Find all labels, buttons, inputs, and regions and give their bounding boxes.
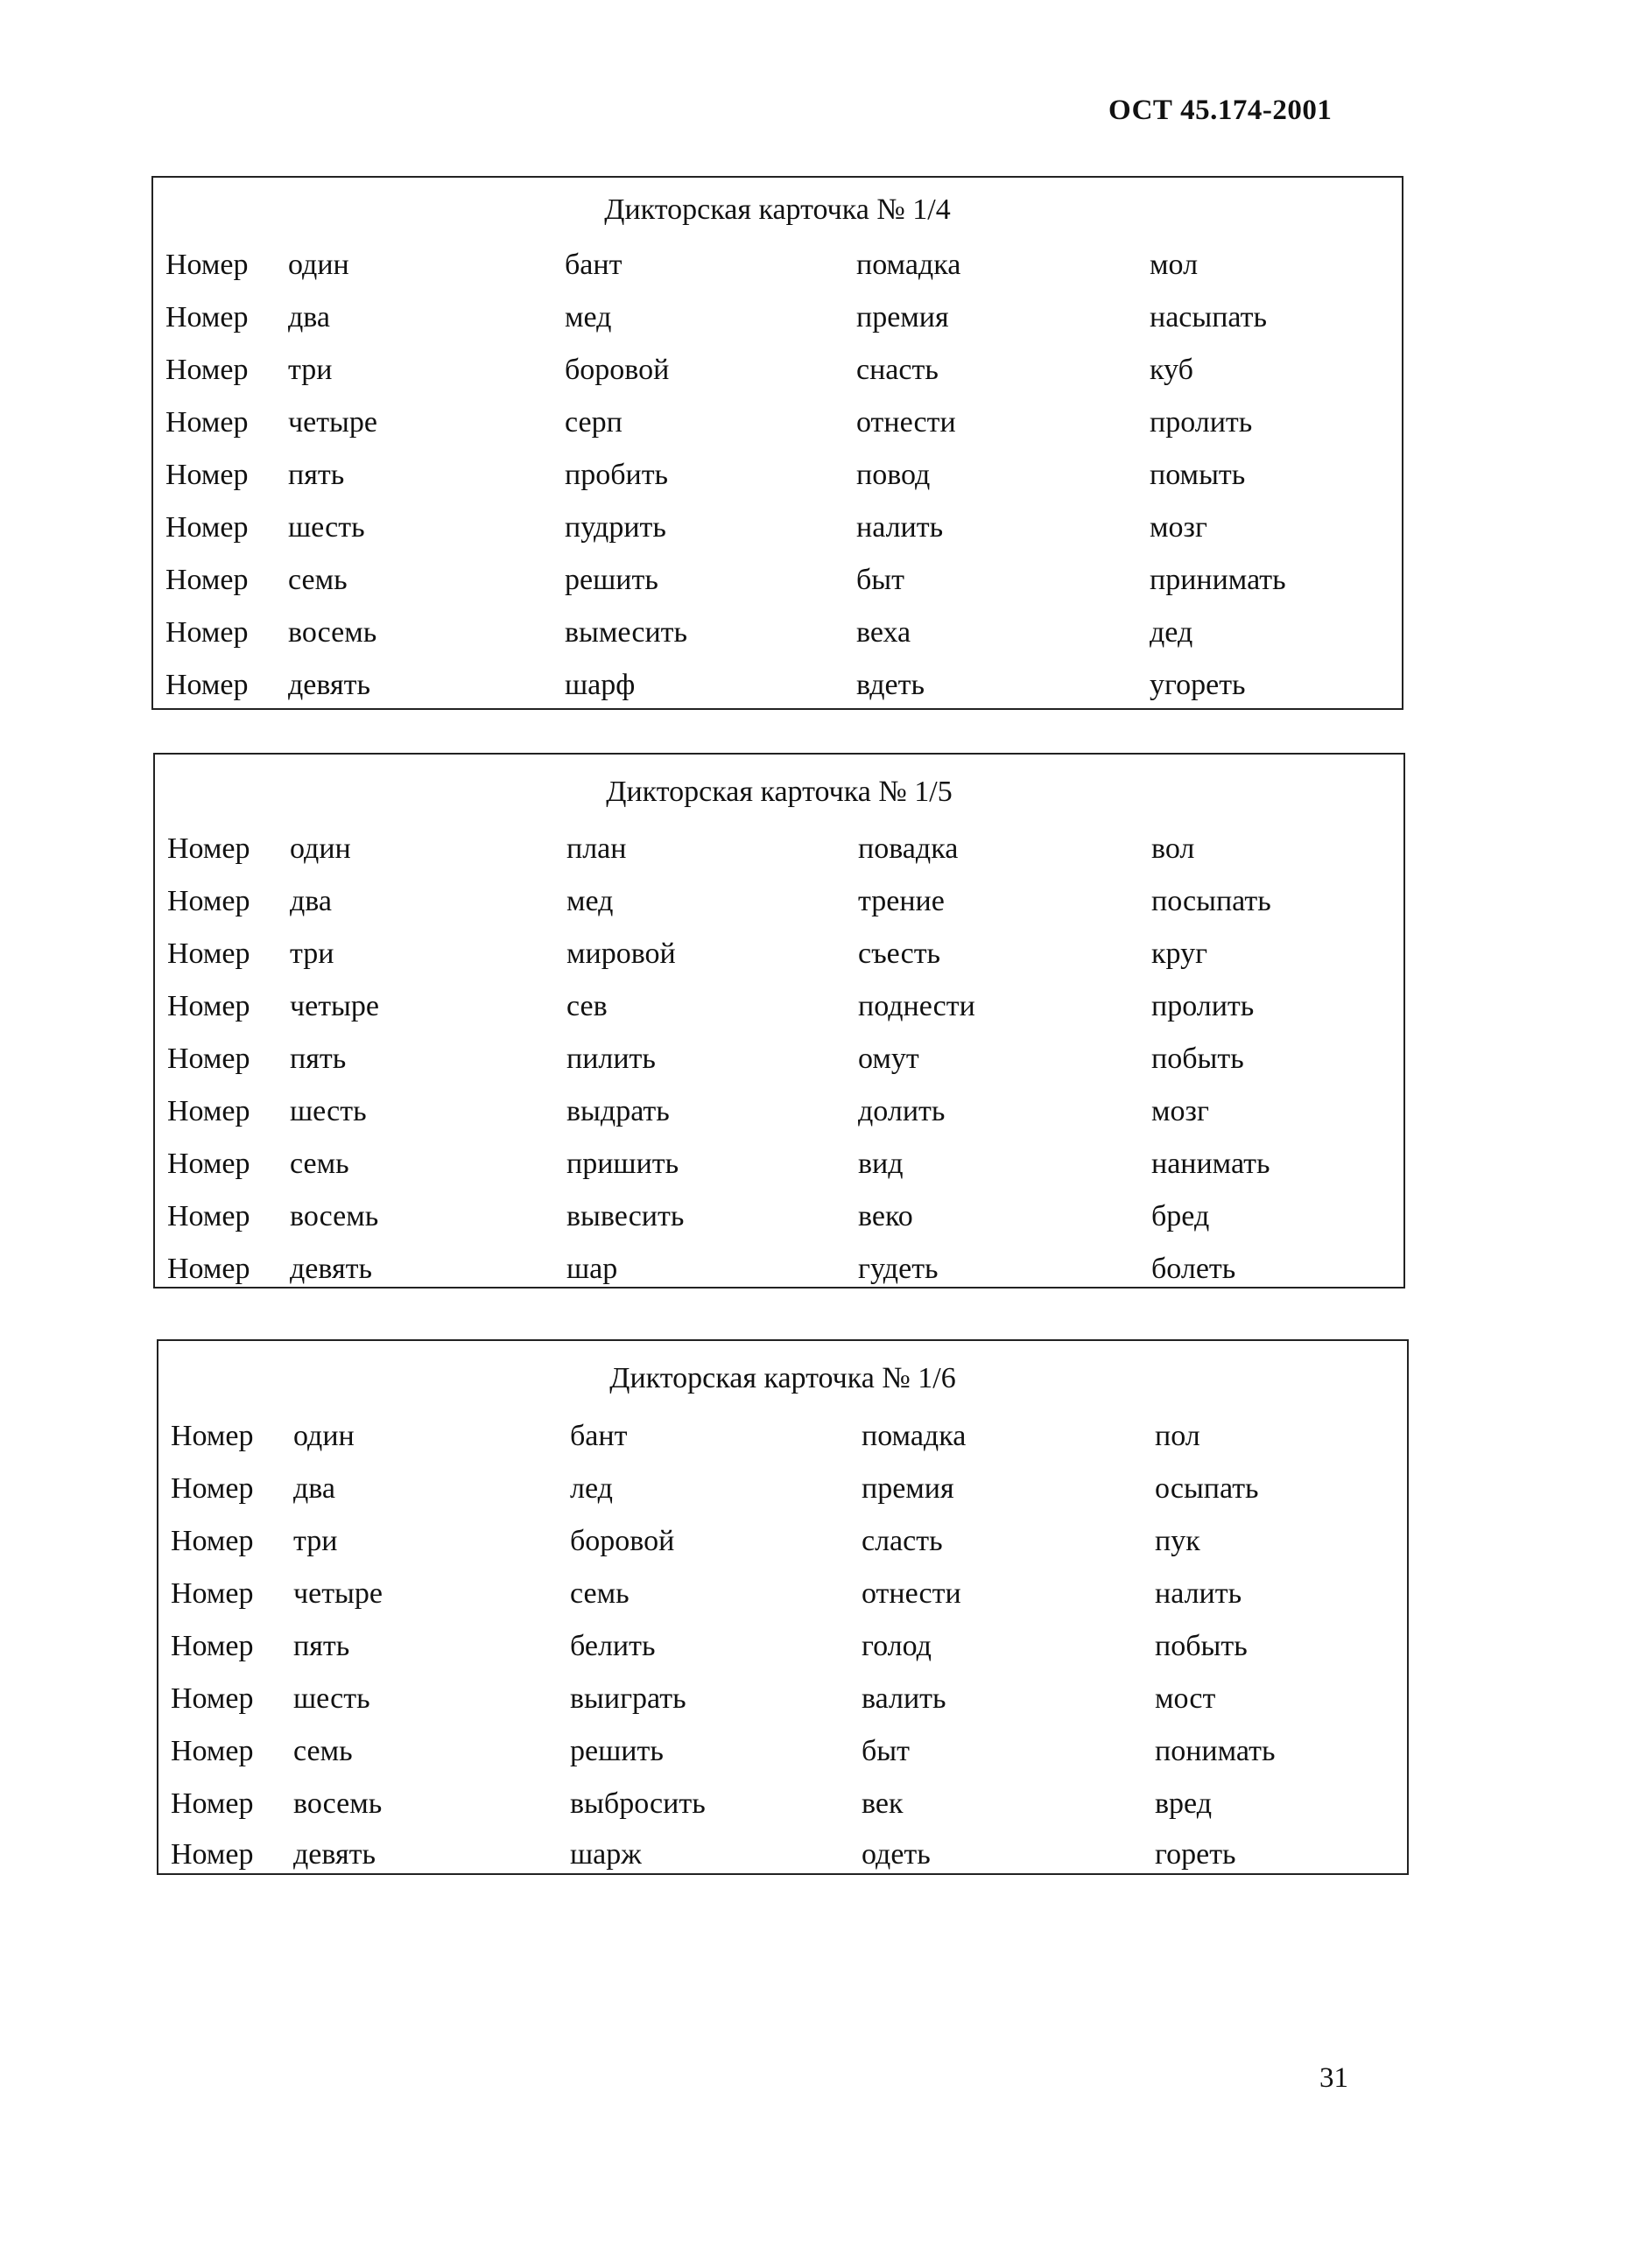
cell: пролить — [1151, 990, 1255, 1022]
cell: боровой — [565, 354, 670, 386]
cell: налить — [856, 511, 944, 544]
cell: Номер — [167, 832, 250, 865]
cell: премия — [862, 1472, 954, 1505]
cell: Номер — [165, 669, 249, 701]
cell: отнести — [856, 406, 956, 439]
cell: круг — [1151, 937, 1208, 970]
cell: Номер — [167, 1148, 250, 1180]
cell: Номер — [165, 459, 249, 491]
cell: Номер — [165, 249, 249, 281]
cell: сласть — [862, 1525, 943, 1557]
table-row — [158, 1525, 1407, 1577]
cell: Номер — [171, 1420, 254, 1452]
table-row — [155, 1148, 1403, 1200]
cell: куб — [1150, 354, 1193, 386]
cell: шарж — [570, 1838, 642, 1871]
cell: белить — [570, 1630, 656, 1662]
cell: два — [290, 885, 332, 917]
cell: веко — [858, 1200, 913, 1232]
cell: один — [290, 832, 351, 865]
cell: Номер — [167, 1043, 250, 1075]
cell: веха — [856, 616, 911, 649]
cell: шесть — [293, 1682, 370, 1715]
cell: нанимать — [1151, 1148, 1270, 1180]
cell: решить — [570, 1735, 664, 1767]
cell: бант — [570, 1420, 628, 1452]
cell: осыпать — [1155, 1472, 1259, 1505]
cell: дед — [1150, 616, 1193, 649]
cell: принимать — [1150, 564, 1286, 596]
cell: пилить — [566, 1043, 656, 1075]
cell: пришить — [566, 1148, 679, 1180]
cell: шарф — [565, 669, 636, 701]
table-row — [153, 354, 1402, 406]
cell: пять — [288, 459, 345, 491]
cell: вол — [1151, 832, 1195, 865]
cell: налить — [1155, 1577, 1242, 1610]
card-title: Дикторская карточка № 1/5 — [606, 776, 953, 808]
cell: гудеть — [858, 1253, 939, 1285]
table-row — [155, 832, 1403, 885]
cell: поднести — [858, 990, 975, 1022]
cell: вымесить — [565, 616, 688, 649]
cell: семь — [570, 1577, 630, 1610]
cell: мировой — [566, 937, 676, 970]
cell: долить — [858, 1095, 946, 1127]
cell: съесть — [858, 937, 941, 970]
cell: угореть — [1150, 669, 1246, 701]
table-row — [155, 937, 1403, 990]
cell: отнести — [862, 1577, 961, 1610]
cell: девять — [288, 669, 370, 701]
cell: четыре — [293, 1577, 383, 1610]
cell: повадка — [858, 832, 959, 865]
cell: Номер — [167, 1200, 250, 1232]
cell: Номер — [171, 1735, 254, 1767]
cell: быт — [856, 564, 905, 596]
cell: девять — [290, 1253, 372, 1285]
cell: Номер — [165, 301, 249, 334]
cell: Номер — [165, 354, 249, 386]
cell: пять — [290, 1043, 347, 1075]
cell: Номер — [171, 1787, 254, 1820]
speaker-card-1-5 — [153, 753, 1405, 1288]
cell: выдрать — [566, 1095, 670, 1127]
cell: мед — [565, 301, 612, 334]
cell: Номер — [165, 616, 249, 649]
cell: девять — [293, 1838, 376, 1871]
cell: мол — [1150, 249, 1199, 281]
cell: Номер — [165, 564, 249, 596]
cell: один — [293, 1420, 355, 1452]
cell: омут — [858, 1043, 919, 1075]
page-number: 31 — [1319, 2062, 1348, 2094]
table-row — [155, 990, 1403, 1043]
cell: гореть — [1155, 1838, 1236, 1871]
cell: семь — [293, 1735, 353, 1767]
table-row — [158, 1630, 1407, 1682]
cell: одеть — [862, 1838, 931, 1871]
cell: три — [290, 937, 334, 970]
table-row — [155, 1095, 1403, 1148]
cell: лед — [570, 1472, 613, 1505]
cell: мед — [566, 885, 614, 917]
cell: Номер — [165, 406, 249, 439]
cell: помадка — [856, 249, 961, 281]
cell: повод — [856, 459, 931, 491]
cell: восемь — [288, 616, 377, 649]
cell: снасть — [856, 354, 939, 386]
cell: помыть — [1150, 459, 1246, 491]
cell: семь — [288, 564, 348, 596]
cell: Номер — [167, 1095, 250, 1127]
cell: решить — [565, 564, 658, 596]
cell: бант — [565, 249, 623, 281]
speaker-card-1-6 — [157, 1339, 1409, 1875]
cell: выиграть — [570, 1682, 686, 1715]
table-row — [153, 616, 1402, 669]
cell: мозг — [1151, 1095, 1209, 1127]
cell: восемь — [290, 1200, 379, 1232]
cell: быт — [862, 1735, 911, 1767]
cell: Номер — [167, 1253, 250, 1285]
table-row — [155, 1253, 1403, 1305]
cell: вид — [858, 1148, 904, 1180]
table-row — [158, 1577, 1407, 1630]
cell: три — [288, 354, 333, 386]
cell: Номер — [171, 1630, 254, 1662]
cell: Номер — [167, 885, 250, 917]
table-row — [158, 1735, 1407, 1787]
table-row — [158, 1787, 1407, 1840]
cell: мост — [1155, 1682, 1216, 1715]
cell: вывесить — [566, 1200, 685, 1232]
cell: премия — [856, 301, 949, 334]
cell: серп — [565, 406, 623, 439]
table-row — [153, 669, 1402, 721]
cell: четыре — [288, 406, 377, 439]
table-row — [153, 301, 1402, 354]
cell: Номер — [171, 1838, 254, 1871]
table-row — [153, 511, 1402, 564]
cell: побыть — [1155, 1630, 1248, 1662]
cell: насыпать — [1150, 301, 1267, 334]
table-row — [158, 1472, 1407, 1525]
cell: два — [293, 1472, 335, 1505]
cell: один — [288, 249, 349, 281]
cell: пол — [1155, 1420, 1200, 1452]
cell: Номер — [171, 1525, 254, 1557]
cell: три — [293, 1525, 338, 1557]
cell: пробить — [565, 459, 669, 491]
cell: бред — [1151, 1200, 1210, 1232]
cell: трение — [858, 885, 945, 917]
cell: валить — [862, 1682, 946, 1715]
cell: посыпать — [1151, 885, 1271, 917]
cell: Номер — [167, 937, 250, 970]
cell: помадка — [862, 1420, 967, 1452]
cell: четыре — [290, 990, 379, 1022]
cell: пять — [293, 1630, 350, 1662]
table-row — [153, 406, 1402, 459]
cell: шесть — [288, 511, 365, 544]
cell: голод — [862, 1630, 932, 1662]
cell: пук — [1155, 1525, 1200, 1557]
table-row — [158, 1682, 1407, 1735]
cell: шар — [566, 1253, 618, 1285]
cell: понимать — [1155, 1735, 1276, 1767]
cell: боровой — [570, 1525, 675, 1557]
table-row — [155, 1200, 1403, 1253]
table-row — [153, 459, 1402, 511]
cell: Номер — [171, 1472, 254, 1505]
table-row — [158, 1420, 1407, 1472]
table-row — [158, 1838, 1407, 1891]
cell: побыть — [1151, 1043, 1244, 1075]
cell: вред — [1155, 1787, 1212, 1820]
cell: шесть — [290, 1095, 367, 1127]
cell: семь — [290, 1148, 349, 1180]
cell: век — [862, 1787, 904, 1820]
cell: мозг — [1150, 511, 1207, 544]
cell: болеть — [1151, 1253, 1236, 1285]
table-row — [153, 249, 1402, 301]
table-row — [153, 564, 1402, 616]
cell: восемь — [293, 1787, 383, 1820]
cell: Номер — [165, 511, 249, 544]
cell: два — [288, 301, 330, 334]
card-title: Дикторская карточка № 1/4 — [604, 193, 951, 226]
table-row — [155, 1043, 1403, 1095]
cell: вдеть — [856, 669, 925, 701]
cell: пудрить — [565, 511, 666, 544]
cell: пролить — [1150, 406, 1253, 439]
speaker-card-1-4 — [151, 176, 1403, 710]
table-row — [155, 885, 1403, 937]
cell: сев — [566, 990, 608, 1022]
document-code: ОСТ 45.174-2001 — [1108, 95, 1333, 126]
card-title: Дикторская карточка № 1/6 — [609, 1362, 956, 1394]
cell: выбросить — [570, 1787, 706, 1820]
cell: Номер — [171, 1577, 254, 1610]
cell: Номер — [167, 990, 250, 1022]
cell: план — [566, 832, 627, 865]
cell: Номер — [171, 1682, 254, 1715]
